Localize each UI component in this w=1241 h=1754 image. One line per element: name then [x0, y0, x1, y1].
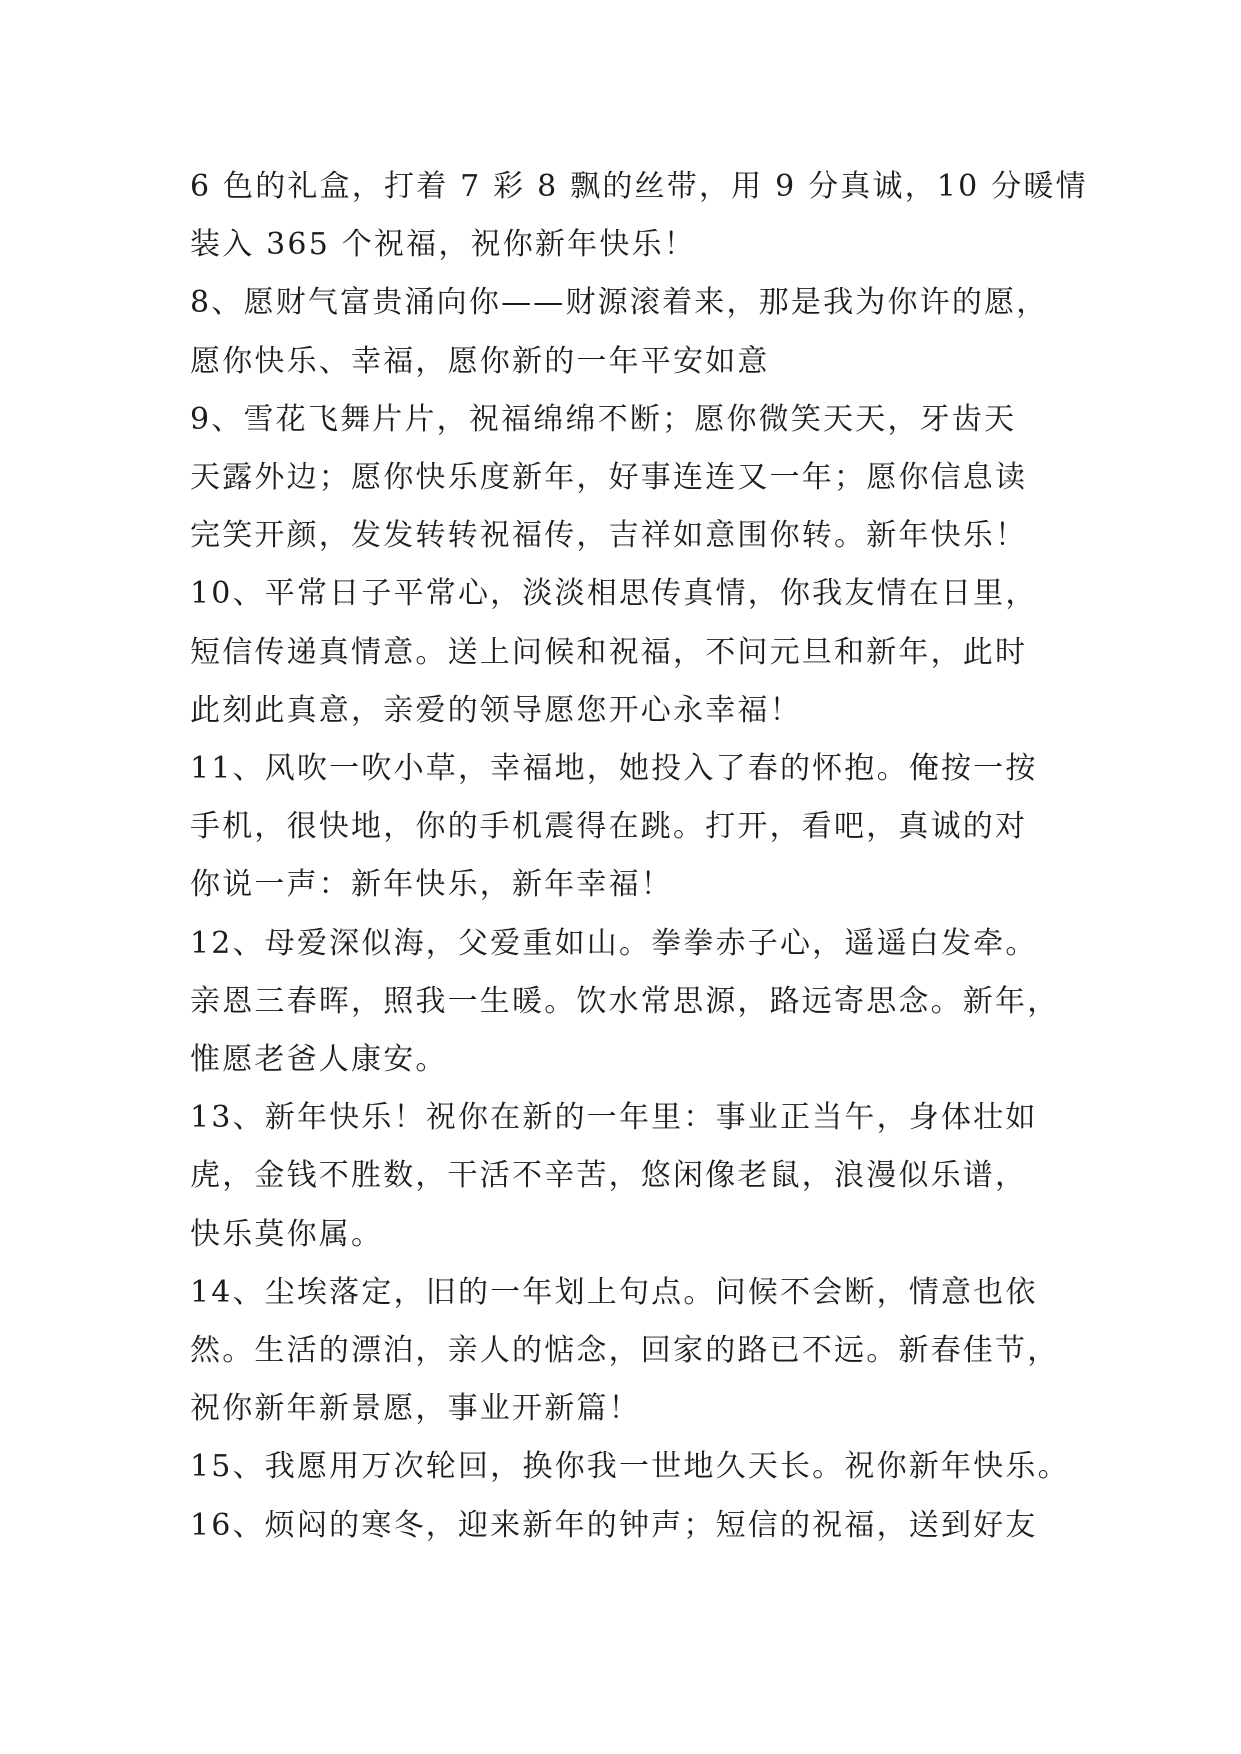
text-line: 此刻此真意，亲爱的领导愿您开心永幸福！: [190, 692, 802, 728]
text-line: 14、尘埃落定，旧的一年划上句点。问候不会断，情意也依: [190, 1274, 1038, 1310]
text-line: 12、母爱深似海，父爱重如山。拳拳赤子心，遥遥白发牵。: [190, 925, 1038, 961]
text-line: 完笑开颜，发发转转祝福传，吉祥如意围你转。新年快乐！: [190, 518, 1028, 554]
text-line: 亲恩三春晖，照我一生暖。饮水常思源，路远寄思念。新年，: [190, 983, 1060, 1019]
text-line: 10、平常日子平常心，淡淡相思传真情，你我友情在日里，: [190, 576, 1038, 612]
text-line: 惟愿老爸人康安。: [190, 1042, 448, 1078]
text-line: 手机，很快地，你的手机震得在跳。打开，看吧，真诚的对: [190, 809, 1028, 845]
text-line: 祝你新年新景愿，事业开新篇！: [190, 1391, 641, 1427]
text-line: 天露外边；愿你快乐度新年，好事连连又一年；愿你信息读: [190, 460, 1028, 496]
text-line: 6 色的礼盒，打着 7 彩 8 飘的丝带，用 9 分真诚，10 分暖情: [190, 169, 1088, 204]
text-line: 15、我愿用万次轮回，换你我一世地久天长。祝你新年快乐。: [190, 1449, 1070, 1485]
text-line: 然。生活的漂泊，亲人的惦念，回家的路已不远。新春佳节，: [190, 1333, 1060, 1369]
text-line: 9、雪花飞舞片片，祝福绵绵不断；愿你微笑天天，牙齿天: [190, 401, 1017, 437]
text-line: 愿你快乐、幸福，愿你新的一年平安如意: [190, 343, 770, 379]
text-line: 虎，金钱不胜数，干活不辛苦，悠闲像老鼠，浪漫似乐谱，: [190, 1158, 1028, 1194]
text-line: 你说一声：新年快乐，新年幸福！: [190, 867, 673, 903]
text-line: 快乐莫你属。: [190, 1216, 384, 1252]
text-line: 11、风吹一吹小草，幸福地，她投入了春的怀抱。俺按一按: [190, 751, 1038, 787]
text-line: 短信传递真情意。送上问候和祝福，不问元旦和新年，此时: [190, 634, 1028, 670]
text-line: 13、新年快乐！祝你在新的一年里：事业正当午，身体壮如: [190, 1100, 1038, 1136]
text-line: 8、愿财气富贵涌向你——财源滚着来，那是我为你许的愿，: [190, 285, 1049, 321]
text-body: [190, 158, 1088, 1555]
text-line: 16、烦闷的寒冬，迎来新年的钟声；短信的祝福，送到好友: [190, 1507, 1038, 1543]
text-line: 装入 365 个祝福，祝你新年快乐！: [190, 227, 696, 263]
